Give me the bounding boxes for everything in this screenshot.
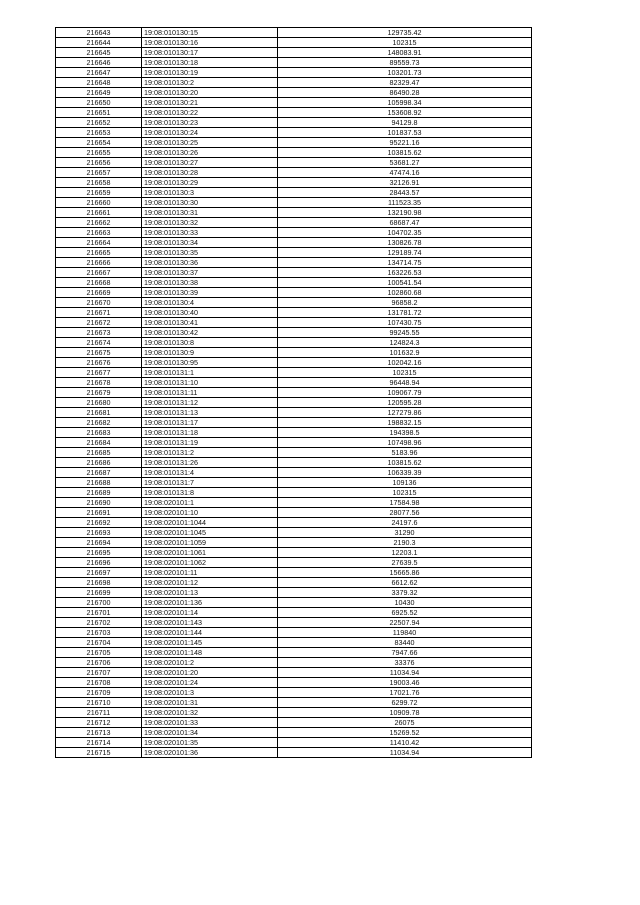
- row-id-cell: 216658: [56, 178, 142, 188]
- row-id-cell: 216652: [56, 118, 142, 128]
- row-id-cell: 216671: [56, 308, 142, 318]
- row-id-cell: 216696: [56, 558, 142, 568]
- row-id-cell: 216668: [56, 278, 142, 288]
- cadastral-number-cell: 19:08:020101:12: [142, 578, 278, 588]
- row-id-cell: 216711: [56, 708, 142, 718]
- cadastral-number-cell: 19:08:020101:24: [142, 678, 278, 688]
- amount-cell: 15269.52: [278, 728, 532, 738]
- cadastral-number-cell: 19:08:010130:35: [142, 248, 278, 258]
- cadastral-number-cell: 19:08:010130:33: [142, 228, 278, 238]
- row-id-cell: 216691: [56, 508, 142, 518]
- amount-cell: 101632.9: [278, 348, 532, 358]
- amount-cell: 24197.6: [278, 518, 532, 528]
- table-row: [56, 638, 532, 648]
- row-id-cell: 216688: [56, 478, 142, 488]
- row-id-cell: 216702: [56, 618, 142, 628]
- amount-cell: 27639.5: [278, 558, 532, 568]
- table-row: [56, 738, 532, 748]
- row-id-cell: 216677: [56, 368, 142, 378]
- table-row: [56, 438, 532, 448]
- table-row: [56, 518, 532, 528]
- amount-cell: 120595.28: [278, 398, 532, 408]
- amount-cell: 124824.3: [278, 338, 532, 348]
- table-row: [56, 268, 532, 278]
- cadastral-number-cell: 19:08:010131:7: [142, 478, 278, 488]
- row-id-cell: 216693: [56, 528, 142, 538]
- amount-cell: 153608.92: [278, 108, 532, 118]
- row-id-cell: 216692: [56, 518, 142, 528]
- amount-cell: 109136: [278, 478, 532, 488]
- table-row: [56, 98, 532, 108]
- table-row: [56, 128, 532, 138]
- row-id-cell: 216685: [56, 448, 142, 458]
- row-id-cell: 216651: [56, 108, 142, 118]
- amount-cell: 6299.72: [278, 698, 532, 708]
- cadastral-number-cell: 19:08:020101:1: [142, 498, 278, 508]
- amount-cell: 129735.42: [278, 28, 532, 38]
- row-id-cell: 216710: [56, 698, 142, 708]
- table-row: [56, 578, 532, 588]
- table-row: [56, 408, 532, 418]
- cadastral-number-cell: 19:08:010131:1: [142, 368, 278, 378]
- amount-cell: 3379.32: [278, 588, 532, 598]
- table-row: [56, 198, 532, 208]
- table-row: [56, 668, 532, 678]
- amount-cell: 19003.46: [278, 678, 532, 688]
- amount-cell: 148083.91: [278, 48, 532, 58]
- table-row: [56, 278, 532, 288]
- table-row: [56, 688, 532, 698]
- row-id-cell: 216699: [56, 588, 142, 598]
- row-id-cell: 216647: [56, 68, 142, 78]
- amount-cell: 17584.98: [278, 498, 532, 508]
- cadastral-number-cell: 19:08:010131:4: [142, 468, 278, 478]
- row-id-cell: 216665: [56, 248, 142, 258]
- cadastral-number-cell: 19:08:010131:8: [142, 488, 278, 498]
- row-id-cell: 216662: [56, 218, 142, 228]
- row-id-cell: 216648: [56, 78, 142, 88]
- row-id-cell: 216705: [56, 648, 142, 658]
- row-id-cell: 216645: [56, 48, 142, 58]
- table-row: [56, 178, 532, 188]
- cadastral-number-cell: 19:08:010131:19: [142, 438, 278, 448]
- amount-cell: 7947.66: [278, 648, 532, 658]
- cadastral-number-cell: 19:08:010130:27: [142, 158, 278, 168]
- row-id-cell: 216681: [56, 408, 142, 418]
- table-row: [56, 678, 532, 688]
- cadastral-number-cell: 19:08:010131:17: [142, 418, 278, 428]
- cadastral-number-cell: 19:08:020101:20: [142, 668, 278, 678]
- table-row: [56, 548, 532, 558]
- cadastral-number-cell: 19:08:020101:2: [142, 658, 278, 668]
- amount-cell: 5183.96: [278, 448, 532, 458]
- cadastral-number-cell: 19:08:020101:11: [142, 568, 278, 578]
- row-id-cell: 216684: [56, 438, 142, 448]
- amount-cell: 11034.94: [278, 668, 532, 678]
- table-row: [56, 308, 532, 318]
- row-id-cell: 216676: [56, 358, 142, 368]
- amount-cell: 102315: [278, 38, 532, 48]
- table-row: [56, 148, 532, 158]
- row-id-cell: 216695: [56, 548, 142, 558]
- row-id-cell: 216698: [56, 578, 142, 588]
- table-row: [56, 568, 532, 578]
- cadastral-number-cell: 19:08:010130:23: [142, 118, 278, 128]
- row-id-cell: 216679: [56, 388, 142, 398]
- cadastral-number-cell: 19:08:010130:16: [142, 38, 278, 48]
- cadastral-number-cell: 19:08:010130:30: [142, 198, 278, 208]
- table-row: [56, 288, 532, 298]
- row-id-cell: 216697: [56, 568, 142, 578]
- cadastral-number-cell: 19:08:020101:1045: [142, 528, 278, 538]
- amount-cell: 101837.53: [278, 128, 532, 138]
- amount-cell: 194398.5: [278, 428, 532, 438]
- row-id-cell: 216656: [56, 158, 142, 168]
- cadastral-number-cell: 19:08:010130:36: [142, 258, 278, 268]
- table-row: [56, 748, 532, 758]
- table-row: [56, 488, 532, 498]
- cadastral-number-cell: 19:08:010130:19: [142, 68, 278, 78]
- amount-cell: 107498.96: [278, 438, 532, 448]
- cadastral-number-cell: 19:08:010130:20: [142, 88, 278, 98]
- cadastral-number-cell: 19:08:010130:95: [142, 358, 278, 368]
- row-id-cell: 216672: [56, 318, 142, 328]
- amount-cell: 11034.94: [278, 748, 532, 758]
- cadastral-number-cell: 19:08:010131:2: [142, 448, 278, 458]
- cadastral-number-cell: 19:08:020101:34: [142, 728, 278, 738]
- cadastral-number-cell: 19:08:010131:18: [142, 428, 278, 438]
- amount-cell: 132190.98: [278, 208, 532, 218]
- amount-cell: 96448.94: [278, 378, 532, 388]
- cadastral-number-cell: 19:08:010130:22: [142, 108, 278, 118]
- table-row: [56, 58, 532, 68]
- amount-cell: 33376: [278, 658, 532, 668]
- amount-cell: 119840: [278, 628, 532, 638]
- cadastral-number-cell: 19:08:020101:1062: [142, 558, 278, 568]
- table-body: [56, 28, 532, 758]
- amount-cell: 53681.27: [278, 158, 532, 168]
- row-id-cell: 216654: [56, 138, 142, 148]
- amount-cell: 28077.56: [278, 508, 532, 518]
- table-row: [56, 508, 532, 518]
- amount-cell: 17021.76: [278, 688, 532, 698]
- amount-cell: 6612.62: [278, 578, 532, 588]
- cadastral-number-cell: 19:08:010131:12: [142, 398, 278, 408]
- row-id-cell: 216713: [56, 728, 142, 738]
- cadastral-number-cell: 19:08:010130:18: [142, 58, 278, 68]
- cadastral-number-cell: 19:08:020101:136: [142, 598, 278, 608]
- cadastral-number-cell: 19:08:010130:32: [142, 218, 278, 228]
- cadastral-number-cell: 19:08:010130:28: [142, 168, 278, 178]
- cadastral-number-cell: 19:08:020101:33: [142, 718, 278, 728]
- cadastral-number-cell: 19:08:010130:15: [142, 28, 278, 38]
- cadastral-number-cell: 19:08:010130:39: [142, 288, 278, 298]
- row-id-cell: 216655: [56, 148, 142, 158]
- table-row: [56, 648, 532, 658]
- table-row: [56, 358, 532, 368]
- cadastral-number-cell: 19:08:010131:10: [142, 378, 278, 388]
- table-row: [56, 318, 532, 328]
- amount-cell: 6925.52: [278, 608, 532, 618]
- amount-cell: 31290: [278, 528, 532, 538]
- table-row: [56, 608, 532, 618]
- row-id-cell: 216670: [56, 298, 142, 308]
- cadastral-number-cell: 19:08:010130:38: [142, 278, 278, 288]
- row-id-cell: 216663: [56, 228, 142, 238]
- amount-cell: 10909.78: [278, 708, 532, 718]
- amount-cell: 96858.2: [278, 298, 532, 308]
- row-id-cell: 216659: [56, 188, 142, 198]
- cadastral-number-cell: 19:08:010130:24: [142, 128, 278, 138]
- amount-cell: 83440: [278, 638, 532, 648]
- table-row: [56, 138, 532, 148]
- row-id-cell: 216653: [56, 128, 142, 138]
- row-id-cell: 216682: [56, 418, 142, 428]
- cadastral-number-cell: 19:08:020101:3: [142, 688, 278, 698]
- amount-cell: 131781.72: [278, 308, 532, 318]
- amount-cell: 22507.94: [278, 618, 532, 628]
- amount-cell: 104702.35: [278, 228, 532, 238]
- cadastral-number-cell: 19:08:020101:148: [142, 648, 278, 658]
- row-id-cell: 216667: [56, 268, 142, 278]
- amount-cell: 103201.73: [278, 68, 532, 78]
- cadastral-number-cell: 19:08:020101:14: [142, 608, 278, 618]
- amount-cell: 102860.68: [278, 288, 532, 298]
- amount-cell: 102315: [278, 488, 532, 498]
- cadastral-number-cell: 19:08:010130:34: [142, 238, 278, 248]
- cadastral-number-cell: 19:08:020101:1044: [142, 518, 278, 528]
- cadastral-number-cell: 19:08:010130:4: [142, 298, 278, 308]
- cadastral-number-cell: 19:08:020101:143: [142, 618, 278, 628]
- amount-cell: 198832.15: [278, 418, 532, 428]
- row-id-cell: 216704: [56, 638, 142, 648]
- cadastral-number-cell: 19:08:010130:42: [142, 328, 278, 338]
- cadastral-number-cell: 19:08:010130:29: [142, 178, 278, 188]
- table-row: [56, 418, 532, 428]
- amount-cell: 32126.91: [278, 178, 532, 188]
- amount-cell: 102315: [278, 368, 532, 378]
- amount-cell: 100541.54: [278, 278, 532, 288]
- table-row: [56, 88, 532, 98]
- amount-cell: 130826.78: [278, 238, 532, 248]
- table-row: [56, 558, 532, 568]
- cadastral-number-cell: 19:08:010130:17: [142, 48, 278, 58]
- table-row: [56, 658, 532, 668]
- row-id-cell: 216700: [56, 598, 142, 608]
- row-id-cell: 216687: [56, 468, 142, 478]
- row-id-cell: 216674: [56, 338, 142, 348]
- amount-cell: 163226.53: [278, 268, 532, 278]
- cadastral-number-cell: 19:08:010130:21: [142, 98, 278, 108]
- table-row: [56, 698, 532, 708]
- row-id-cell: 216689: [56, 488, 142, 498]
- table-row: [56, 388, 532, 398]
- amount-cell: 127279.86: [278, 408, 532, 418]
- amount-cell: 10430: [278, 598, 532, 608]
- amount-cell: 26075: [278, 718, 532, 728]
- row-id-cell: 216673: [56, 328, 142, 338]
- cadastral-number-cell: 19:08:010130:9: [142, 348, 278, 358]
- cadastral-number-cell: 19:08:010130:40: [142, 308, 278, 318]
- table-row: [56, 118, 532, 128]
- amount-cell: 89559.73: [278, 58, 532, 68]
- table-row: [56, 78, 532, 88]
- cadastral-number-cell: 19:08:020101:35: [142, 738, 278, 748]
- row-id-cell: 216707: [56, 668, 142, 678]
- amount-cell: 129189.74: [278, 248, 532, 258]
- row-id-cell: 216666: [56, 258, 142, 268]
- data-table: [55, 27, 532, 758]
- row-id-cell: 216661: [56, 208, 142, 218]
- row-id-cell: 216660: [56, 198, 142, 208]
- table-row: [56, 248, 532, 258]
- table-row: [56, 228, 532, 238]
- table-row: [56, 28, 532, 38]
- row-id-cell: 216709: [56, 688, 142, 698]
- cadastral-number-cell: 19:08:010130:25: [142, 138, 278, 148]
- table-row: [56, 208, 532, 218]
- cadastral-number-cell: 19:08:010131:13: [142, 408, 278, 418]
- row-id-cell: 216706: [56, 658, 142, 668]
- table-row: [56, 588, 532, 598]
- amount-cell: 105998.34: [278, 98, 532, 108]
- amount-cell: 86490.28: [278, 88, 532, 98]
- cadastral-number-cell: 19:08:010131:11: [142, 388, 278, 398]
- table-row: [56, 298, 532, 308]
- table-row: [56, 498, 532, 508]
- amount-cell: 68687.47: [278, 218, 532, 228]
- table-row: [56, 348, 532, 358]
- row-id-cell: 216703: [56, 628, 142, 638]
- row-id-cell: 216694: [56, 538, 142, 548]
- row-id-cell: 216708: [56, 678, 142, 688]
- table-row: [56, 378, 532, 388]
- table-row: [56, 188, 532, 198]
- cadastral-number-cell: 19:08:020101:145: [142, 638, 278, 648]
- amount-cell: 11410.42: [278, 738, 532, 748]
- table-row: [56, 38, 532, 48]
- row-id-cell: 216664: [56, 238, 142, 248]
- row-id-cell: 216650: [56, 98, 142, 108]
- table-row: [56, 398, 532, 408]
- table-row: [56, 528, 532, 538]
- cadastral-number-cell: 19:08:020101:31: [142, 698, 278, 708]
- table-row: [56, 68, 532, 78]
- table-row: [56, 158, 532, 168]
- amount-cell: 12203.1: [278, 548, 532, 558]
- table-row: [56, 218, 532, 228]
- table-row: [56, 448, 532, 458]
- row-id-cell: 216683: [56, 428, 142, 438]
- cadastral-number-cell: 19:08:020101:36: [142, 748, 278, 758]
- row-id-cell: 216701: [56, 608, 142, 618]
- amount-cell: 102042.16: [278, 358, 532, 368]
- table-row: [56, 368, 532, 378]
- table-row: [56, 48, 532, 58]
- amount-cell: 103815.62: [278, 148, 532, 158]
- cadastral-number-cell: 19:08:010130:37: [142, 268, 278, 278]
- cadastral-number-cell: 19:08:010130:26: [142, 148, 278, 158]
- cadastral-number-cell: 19:08:020101:144: [142, 628, 278, 638]
- amount-cell: 94129.8: [278, 118, 532, 128]
- row-id-cell: 216643: [56, 28, 142, 38]
- amount-cell: 47474.16: [278, 168, 532, 178]
- cadastral-number-cell: 19:08:020101:32: [142, 708, 278, 718]
- row-id-cell: 216646: [56, 58, 142, 68]
- table-row: [56, 708, 532, 718]
- row-id-cell: 216649: [56, 88, 142, 98]
- cadastral-number-cell: 19:08:020101:13: [142, 588, 278, 598]
- table-row: [56, 428, 532, 438]
- table-row: [56, 338, 532, 348]
- amount-cell: 106339.39: [278, 468, 532, 478]
- row-id-cell: 216686: [56, 458, 142, 468]
- row-id-cell: 216657: [56, 168, 142, 178]
- table-row: [56, 238, 532, 248]
- amount-cell: 109067.79: [278, 388, 532, 398]
- table-row: [56, 538, 532, 548]
- table-row: [56, 458, 532, 468]
- cadastral-number-cell: 19:08:010130:2: [142, 78, 278, 88]
- table-row: [56, 168, 532, 178]
- amount-cell: 15665.86: [278, 568, 532, 578]
- amount-cell: 99245.55: [278, 328, 532, 338]
- amount-cell: 111523.35: [278, 198, 532, 208]
- cadastral-number-cell: 19:08:020101:1061: [142, 548, 278, 558]
- table-row: [56, 628, 532, 638]
- amount-cell: 134714.75: [278, 258, 532, 268]
- amount-cell: 28443.57: [278, 188, 532, 198]
- cadastral-number-cell: 19:08:020101:10: [142, 508, 278, 518]
- row-id-cell: 216680: [56, 398, 142, 408]
- amount-cell: 103815.62: [278, 458, 532, 468]
- amount-cell: 107430.75: [278, 318, 532, 328]
- row-id-cell: 216678: [56, 378, 142, 388]
- row-id-cell: 216669: [56, 288, 142, 298]
- amount-cell: 82329.47: [278, 78, 532, 88]
- cadastral-number-cell: 19:08:010131:26: [142, 458, 278, 468]
- cadastral-number-cell: 19:08:010130:41: [142, 318, 278, 328]
- table-row: [56, 598, 532, 608]
- row-id-cell: 216714: [56, 738, 142, 748]
- amount-cell: 95221.16: [278, 138, 532, 148]
- table-row: [56, 478, 532, 488]
- cadastral-number-cell: 19:08:020101:1059: [142, 538, 278, 548]
- row-id-cell: 216675: [56, 348, 142, 358]
- table-row: [56, 108, 532, 118]
- table-row: [56, 258, 532, 268]
- row-id-cell: 216690: [56, 498, 142, 508]
- table-row: [56, 718, 532, 728]
- cadastral-number-cell: 19:08:010130:31: [142, 208, 278, 218]
- cadastral-number-cell: 19:08:010130:8: [142, 338, 278, 348]
- table-row: [56, 728, 532, 738]
- row-id-cell: 216715: [56, 748, 142, 758]
- table-row: [56, 328, 532, 338]
- cadastral-number-cell: 19:08:010130:3: [142, 188, 278, 198]
- amount-cell: 2190.3: [278, 538, 532, 548]
- table-row: [56, 618, 532, 628]
- table-row: [56, 468, 532, 478]
- row-id-cell: 216712: [56, 718, 142, 728]
- row-id-cell: 216644: [56, 38, 142, 48]
